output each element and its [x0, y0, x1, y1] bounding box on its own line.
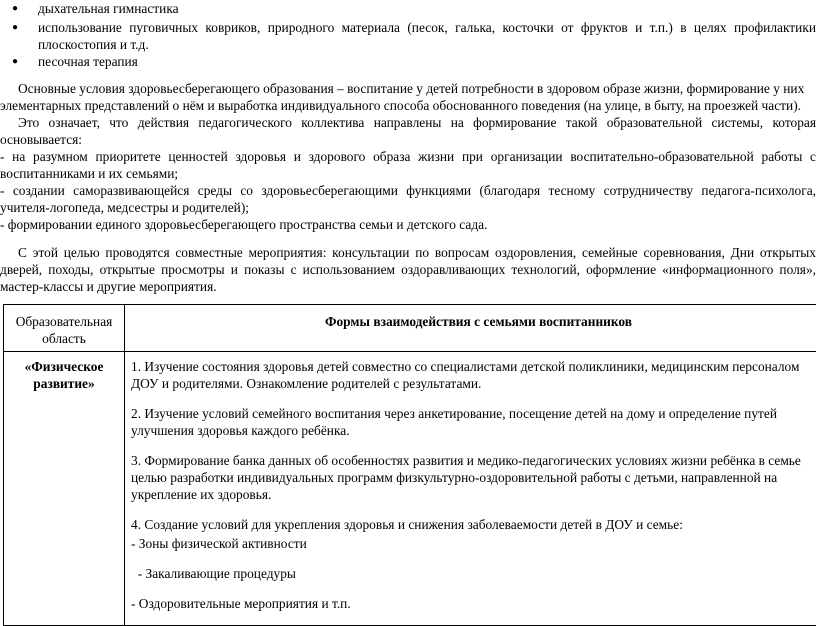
- bullet-item-continuation: плоскостопия и т.д.: [38, 36, 149, 53]
- paragraph-line: - создании саморазвивающейся среды со здоровьесберегающими функциями (благодаря тесному сотрудничеству педагога-психолога,: [0, 182, 816, 199]
- paragraph-line: - на разумном приоритете ценностей здоровья и здорового образа жизни при организации воспитательно-образовательной работы с: [0, 148, 816, 165]
- bullet-item: дыхательная гимнастика: [38, 0, 179, 17]
- paragraph-line: элементарных представлений о нём и выработка индивидуального способа обоснованного поведения (на улице, в быту, на проезжей части).: [0, 97, 801, 114]
- list-item: 4. Создание условий для укрепления здоровья и снижения заболеваемости детей в ДОУ и семье:: [131, 516, 816, 533]
- bullet-icon: ●: [12, 56, 18, 67]
- bullet-item: использование пуговичных ковриков, природного материала (песок, галька, косточки от фруктов и т.п.) в целях профилактики: [38, 19, 816, 36]
- list-item: 2. Изучение условий семейного воспитания через анкетирование, посещение детей на дому и определение путей улучшения здоровья каждого ребёнка.: [131, 405, 816, 439]
- bullet-icon: ●: [12, 22, 18, 33]
- paragraph-line: Это означает, что действия педагогического коллектива направлены на формирование такой образовательной системы, которая: [18, 114, 816, 131]
- table-row: [4, 352, 816, 626]
- table-header-row: [4, 305, 816, 352]
- list-item: 3. Формирование банка данных об особенностях развития и медико-педагогических условиях жизни ребёнка в семье целью разработки индивидуальных программ физкультурно-оздоровительной работы с детьми, направленной на укрепление их здоровья.: [131, 452, 816, 503]
- paragraph-line: воспитанниками и их семьями;: [0, 165, 178, 182]
- bullet-item: песочная терапия: [38, 53, 138, 70]
- list-item: - Закаливающие процедуры: [131, 565, 816, 582]
- paragraph-line: - формировании единого здоровьесберегающего пространства семьи и детского сада.: [0, 216, 487, 233]
- header-cell-forms: Формы взаимодействия с семьями воспитанников: [125, 305, 816, 352]
- header-cell-area: Образовательная область: [4, 305, 125, 352]
- list-item: - Оздоровительные мероприятия и т.п.: [131, 595, 816, 612]
- bullet-icon: ●: [12, 3, 18, 14]
- forms-cell: [125, 352, 816, 626]
- paragraph-line: мастер-классы и другие мероприятия.: [0, 278, 217, 295]
- paragraph-line: С этой целью проводятся совместные мероприятия: консультации по вопросам оздоровления, семейные соревнования, Дни открытых: [18, 244, 816, 261]
- paragraph-line: основывается:: [0, 131, 82, 148]
- paragraph-line: учителя-логопеда, медсестры и родителей);: [0, 199, 249, 216]
- paragraph-line: Основные условия здоровьесберегающего образования – воспитание у детей потребности в здоровом образе жизни, формирование у них: [18, 80, 804, 97]
- forms-table: [3, 304, 816, 626]
- list-item: 1. Изучение состояния здоровья детей совместно со специалистами детской поликлиники, медицинским персоналом ДОУ и родителями. Ознакомление родителей с результатами.: [131, 358, 816, 392]
- list-item: - Зоны физической активности: [131, 535, 816, 552]
- paragraph-line: дверей, походы, открытые просмотры и показы с использованием оздоравливающих технологий, оформление «информационного поля»,: [0, 261, 816, 278]
- area-cell: «Физическое развитие»: [4, 352, 125, 626]
